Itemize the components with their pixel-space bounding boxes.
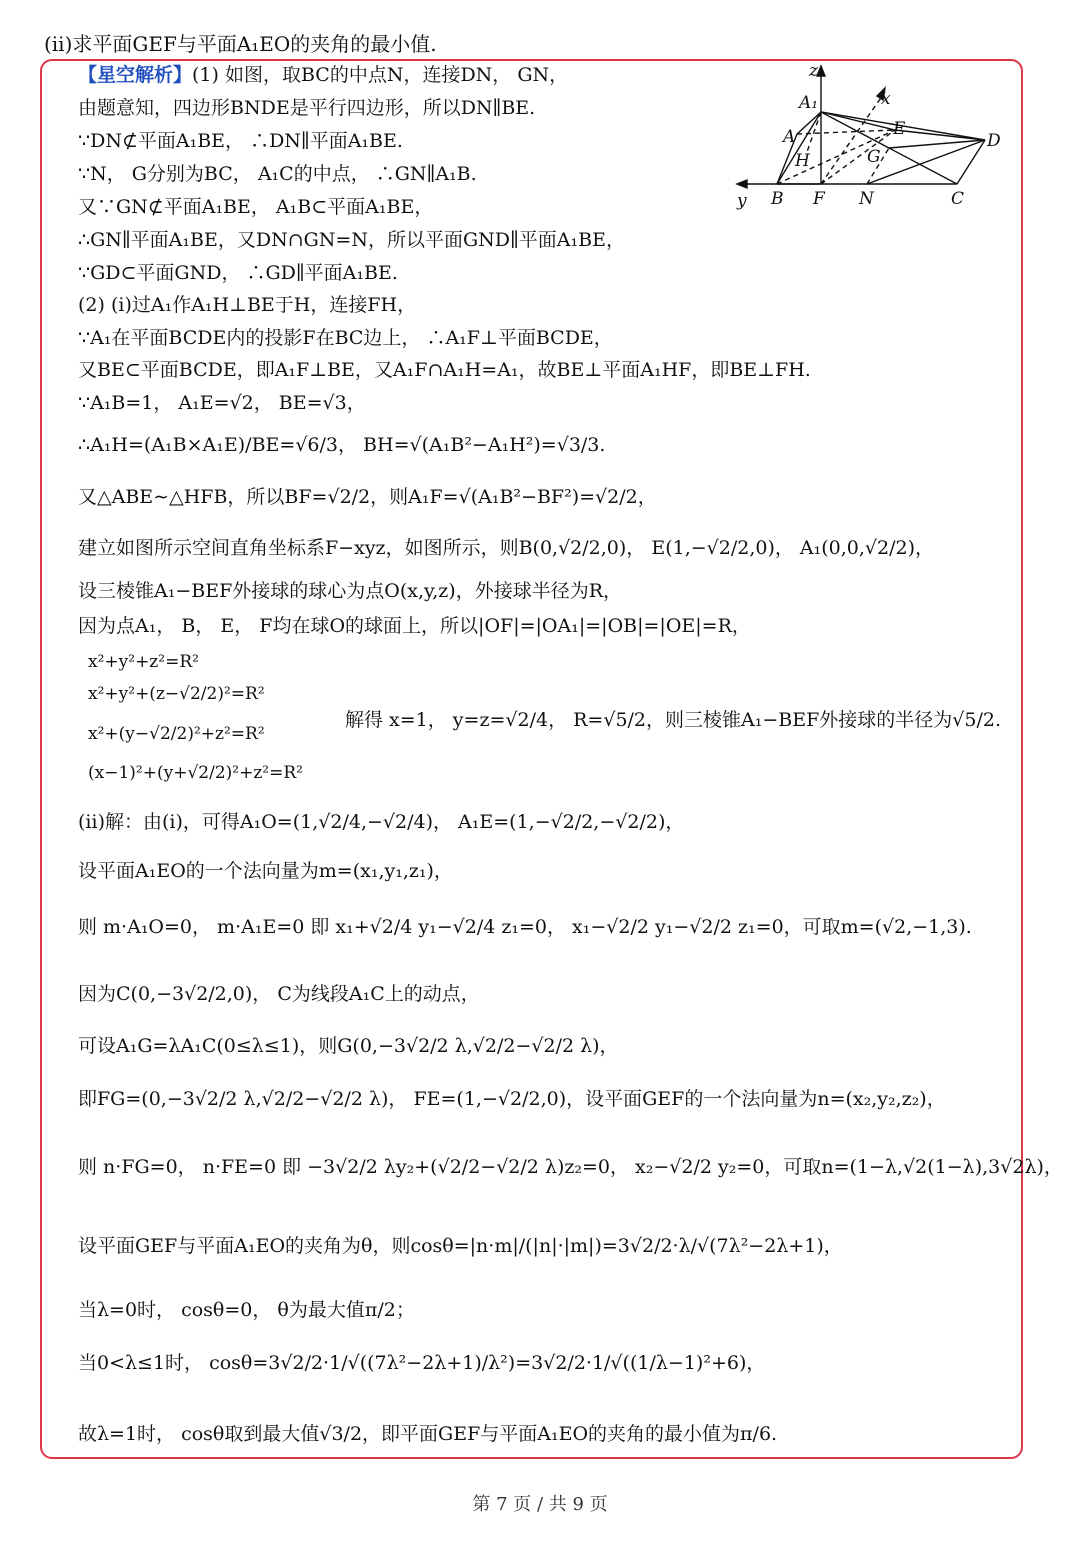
solution-line: 解得 x=1， y=z=√2/4， R=√5/2，则三棱锥A₁−BEF外接球的半径为√5/2.: [345, 709, 1002, 731]
page-footer: 第 7 页 / 共 9 页: [472, 1494, 608, 1515]
solution-tag: 【星空解析】: [78, 64, 193, 86]
solution-line: (ⅱ)解：由(ⅰ)，可得A₁O=(1,√2/4,−√2/4)， A₁E=(1,−√2/2,−√2/2)，: [78, 811, 685, 833]
solution-line: ∵A₁在平面BCDE内的投影F在BC边上， ∴A₁F⊥平面BCDE，: [78, 327, 613, 349]
edge-ae: [797, 130, 895, 134]
fig-label-d: D: [987, 131, 1001, 151]
solution-line: ∵GD⊂平面GND， ∴GD∥平面A₁BE.: [78, 262, 398, 284]
solution-line: 又△ABE∼△HFB，所以BF=√2/2，则A₁F=√(A₁B²−BF²)=√2/2，: [78, 486, 657, 508]
edge-a1e: [821, 112, 895, 130]
equation-system-line: x²+y²+z²=R²: [88, 652, 199, 672]
solution-line: 则 n·FG=0， n·FE=0 即 −3√2/2 λy₂+(√2/2−√2/2 λ)z₂=0， x₂−√2/2 y₂=0，可取n=(1−λ,√2(1−λ),3√2λ)，: [78, 1156, 1063, 1178]
fig-label-e: E: [893, 119, 906, 139]
solution-line: 可设A₁G=λA₁C(0≤λ≤1)，则G(0,−3√2/2 λ,√2/2−√2/2 λ)，: [78, 1035, 619, 1057]
solution-line: 当λ=0时， cosθ=0， θ为最大值π/2；: [78, 1299, 415, 1321]
edge-gd: [889, 140, 985, 148]
solution-line: 建立如图所示空间直角坐标系F−xyz，如图所示，则B(0,√2/2,0)， E(1,−√2/2,0)， A₁(0,0,√2/2)，: [78, 537, 935, 559]
edge-cd: [957, 140, 985, 184]
fig-label-n: N: [859, 189, 874, 209]
question-line: (ⅱ)求平面GEF与平面A₁EO的夹角的最小值.: [44, 32, 437, 56]
fig-label-f: F: [813, 189, 825, 209]
fig-label-x: x: [881, 89, 891, 109]
solution-line: ∵A₁B=1， A₁E=√2， BE=√3，: [78, 392, 366, 414]
equation-system-line: x²+(y−√2/2)²+z²=R²: [88, 724, 265, 744]
x-axis-line: [821, 92, 885, 184]
solution-line: 又∵GN⊄平面A₁BE， A₁B⊂平面A₁BE，: [78, 196, 434, 218]
equation-system-line: (x−1)²+(y+√2/2)²+z²=R²: [88, 763, 303, 783]
solution-line: ∴GN∥平面A₁BE，又DN∩GN=N，所以平面GND∥平面A₁BE，: [78, 229, 625, 251]
solution-line: ∵N， G分别为BC， A₁C的中点， ∴GN∥A₁B.: [78, 163, 477, 185]
fig-label-c: C: [951, 189, 965, 209]
fig-label-h: H: [795, 151, 810, 171]
solution-line: 因为点A₁， B， E， F均在球O的球面上，所以|OF|=|OA₁|=|OB|=|OE|=R，: [78, 615, 751, 637]
geometry-figure: [735, 62, 1005, 212]
solution-line: 设平面A₁EO的一个法向量为m=(x₁,y₁,z₁)，: [78, 860, 453, 882]
fig-label-y: y: [737, 191, 747, 211]
solution-line: 故λ=1时， cosθ取到最大值√3/2，即平面GEF与平面A₁EO的夹角的最小值为π/6.: [78, 1423, 778, 1445]
solution-line: 因为C(0,−3√2/2,0)， C为线段A₁C上的动点，: [78, 983, 480, 1005]
edge-nd: [867, 140, 985, 184]
z-axis-arrow: [817, 66, 825, 76]
edge-a1b: [777, 112, 821, 184]
fig-label-g: G: [867, 147, 881, 167]
solution-line: 当0<λ≤1时， cosθ=3√2/2·1/√((7λ²−2λ+1)/λ²)=3√2/2·1/√((1/λ−1)²+6)，: [78, 1352, 766, 1374]
solution-line: 即FG=(0,−3√2/2 λ,√2/2−√2/2 λ)， FE=(1,−√2/2,0)，设平面GEF的一个法向量为n=(x₂,y₂,z₂)，: [78, 1088, 946, 1110]
solution-text: (1) 如图，取BC的中点N，连接DN， GN，: [192, 64, 569, 86]
solution-line: (2) (ⅰ)过A₁作A₁H⊥BE于H，连接FH，: [78, 294, 417, 316]
solution-line-1: [78, 63, 568, 87]
solution-line: 则 m·A₁O=0， m·A₁E=0 即 x₁+√2/4 y₁−√2/4 z₁=0， x₁−√2/2 y₁−√2/2 z₁=0，可取m=(√2,−1,3).: [78, 916, 972, 938]
solution-line: ∴A₁H=(A₁B×A₁E)/BE=√6/3， BH=√(A₁B²−A₁H²)=√3/3.: [78, 434, 606, 456]
fig-label-a: A: [783, 127, 796, 147]
solution-line: 由题意知，四边形BNDE是平行四边形，所以DN∥BE.: [78, 97, 536, 119]
edge-de: [895, 130, 985, 140]
fig-label-a1: A₁: [799, 93, 819, 113]
solution-line: ∵DN⊄平面A₁BE， ∴DN∥平面A₁BE.: [78, 130, 403, 152]
y-axis-arrow: [737, 180, 747, 188]
solution-line: 设三棱锥A₁−BEF外接球的球心为点O(x,y,z)，外接球半径为R，: [78, 580, 622, 602]
solution-line: 设平面GEF与平面A₁EO的夹角为θ，则cosθ=|n·m|/(|n|·|m|)=3√2/2·λ/√(7λ²−2λ+1)，: [78, 1235, 843, 1257]
fig-label-b: B: [771, 189, 784, 209]
fig-label-z: z: [809, 62, 818, 81]
solution-line: 又BE⊂平面BCDE，即A₁F⊥BE，又A₁F∩A₁H=A₁，故BE⊥平面A₁HF，即BE⊥FH.: [78, 359, 811, 381]
equation-system-line: x²+y²+(z−√2/2)²=R²: [88, 684, 265, 704]
